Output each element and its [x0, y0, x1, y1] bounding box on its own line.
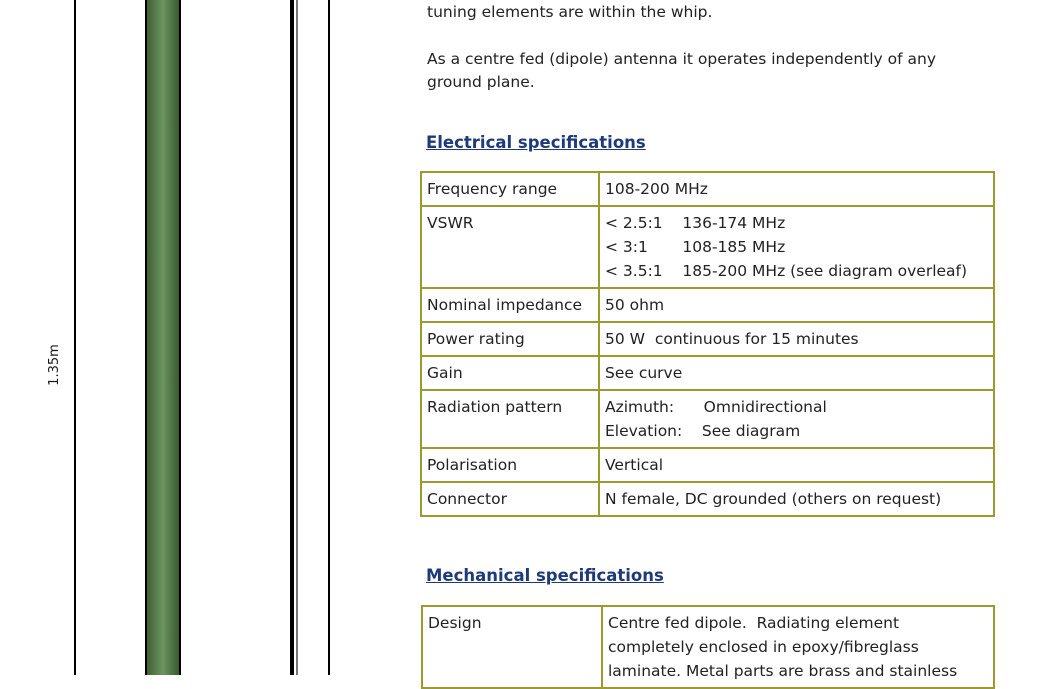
spec-label: Power rating	[421, 322, 599, 356]
electrical-specs-table	[420, 171, 995, 517]
mechanical-specs-table	[421, 605, 995, 689]
mast-inner-line	[296, 0, 298, 675]
spec-value-line: < 3:1 108-185 MHz	[605, 238, 786, 256]
spec-value	[599, 322, 994, 356]
spec-value-line: completely enclosed in epoxy/fibreglass	[608, 638, 919, 656]
table-row	[421, 356, 994, 390]
table-row	[421, 288, 994, 322]
spec-value	[599, 288, 994, 322]
spec-value-line: 108-200 MHz	[605, 180, 708, 198]
spec-value-line: Azimuth: Omnidirectional	[605, 398, 827, 416]
spec-value-line: laminate. Metal parts are brass and stainless	[608, 662, 958, 680]
spec-value-line: 50 W continuous for 15 minutes	[605, 330, 859, 348]
spec-value	[599, 390, 994, 448]
table-row	[421, 206, 994, 288]
intro-paragraph-2-line-2: ground plane.	[427, 73, 535, 91]
table-row	[422, 606, 994, 688]
spec-label: Connector	[421, 482, 599, 516]
spec-value-line: N female, DC grounded (others on request)	[605, 490, 942, 508]
spec-value	[599, 482, 994, 516]
spec-value-line: < 3.5:1 185-200 MHz (see diagram overleaf)	[605, 262, 968, 280]
spec-value	[602, 606, 994, 688]
spec-value-line: Elevation: See diagram	[605, 422, 801, 440]
intro-paragraph-2	[427, 48, 987, 94]
table-row	[421, 172, 994, 206]
spec-label: Frequency range	[421, 172, 599, 206]
table-row	[421, 390, 994, 448]
spec-label: Nominal impedance	[421, 288, 599, 322]
spec-value-line: Vertical	[605, 456, 664, 474]
table-row	[421, 448, 994, 482]
spec-value	[599, 172, 994, 206]
dimension-line	[74, 0, 76, 675]
dimension-label: 1.35m	[47, 344, 62, 386]
spec-label: Design	[422, 606, 602, 688]
table-row	[421, 482, 994, 516]
antenna-whip	[145, 0, 181, 675]
spec-value-line: 50 ohm	[605, 296, 665, 314]
spec-label: Radiation pattern	[421, 390, 599, 448]
spec-value	[599, 356, 994, 390]
spec-label: VSWR	[421, 206, 599, 288]
spec-label: Polarisation	[421, 448, 599, 482]
spec-value-line: < 2.5:1 136-174 MHz	[605, 214, 786, 232]
table-row	[421, 322, 994, 356]
spec-value	[599, 206, 994, 288]
mechanical-specs-heading: Mechanical specifications	[426, 566, 664, 585]
spec-value-line: Centre fed dipole. Radiating element	[608, 614, 900, 632]
electrical-specs-heading: Electrical specifications	[426, 133, 646, 152]
spec-value	[599, 448, 994, 482]
intro-paragraph-2-line-1: As a centre fed (dipole) antenna it operates independently of any	[427, 50, 936, 68]
intro-paragraph-1: tuning elements are within the whip.	[427, 3, 713, 21]
spec-value-line: See curve	[605, 364, 683, 382]
spec-label: Gain	[421, 356, 599, 390]
